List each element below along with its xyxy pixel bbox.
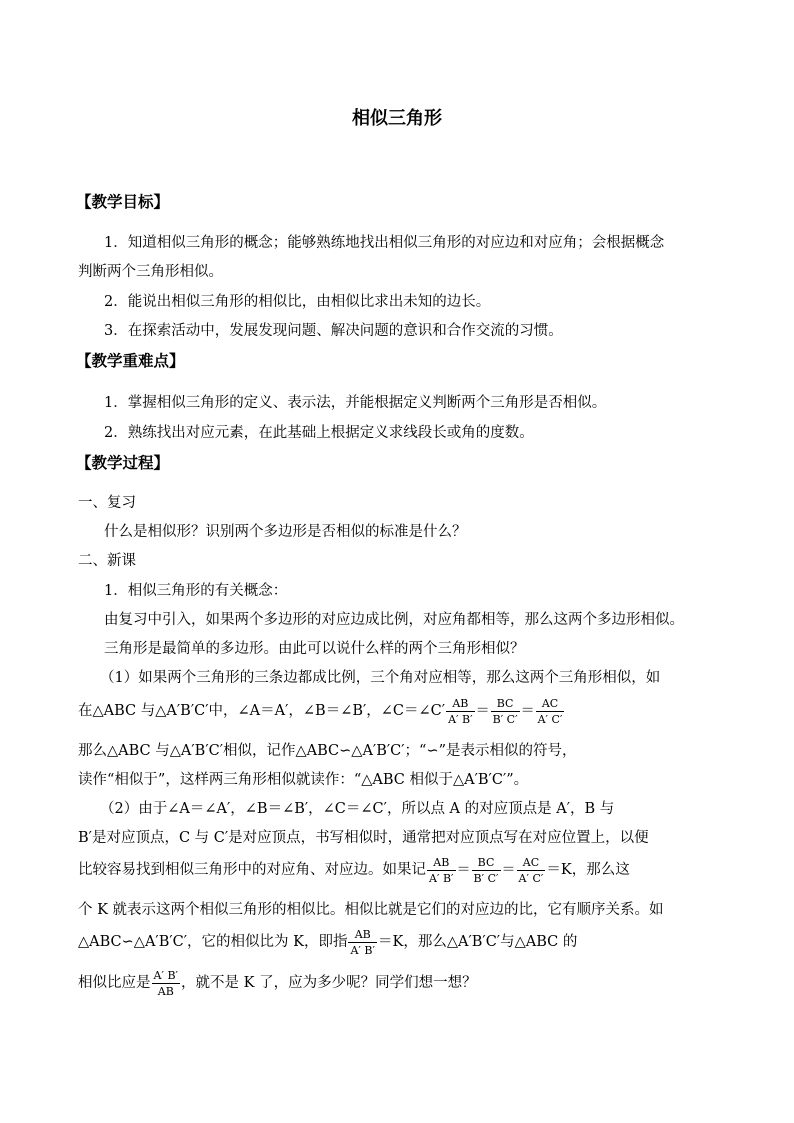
key-point-2: 2．熟练找出对应元素，在此基础上根据定义求线段长或角的度数。 [104, 425, 534, 441]
key-point-1: 1．掌握相似三角形的定义、表示法，并能根据定义判断两个三角形是否相似。 [104, 395, 607, 411]
correspondence-line-6 [78, 964, 728, 1002]
similarity-ratio-text-after: ＝K，那么△A′B′C′与△ABC 的 [378, 934, 578, 950]
lesson-point-1: 1．相似三角形的有关概念： [104, 583, 288, 599]
section-heading-key-points: 【教学重难点】 [76, 352, 185, 370]
page-title: 相似三角形 [352, 108, 442, 129]
ratio-ab: $\frac{AB}{A' B'}$ [448, 696, 473, 726]
definition-line-4: 读作“相似于”，这样两三角形相似就读作：“△ABC 相似于△A′B′C′”。 [78, 772, 529, 788]
ratio-ac-2: $\frac{AC}{A' C'}$ [518, 855, 544, 885]
objective-2: 2．能说出相似三角形的相似比，由相似比求出未知的边长。 [104, 294, 491, 310]
inverse-ratio-text: 相似比应是 [78, 975, 151, 991]
text-before-ratio: 比较容易找到相似三角形中的对应角、对应边。如果记 [78, 862, 426, 878]
objective-3: 3．在探索活动中，发展发现问题、解决问题的意识和合作交流的习惯。 [104, 323, 563, 339]
correspondence-line-4: 个 K 就表示这两个相似三角形的相似比。相似比就是它们的对应边的比，它有顺序关系。如 [78, 902, 664, 918]
lesson-paragraph-2: 三角形是最简单的多边形。由此可以说什么样的两个三角形相似？ [104, 641, 525, 657]
correspondence-line-5 [78, 923, 728, 961]
ratio-bc-2: $\frac{BC}{B' C'}$ [473, 855, 499, 885]
definition-line-3: 那么△ABC 与△A′B′C′相似，记作△ABC∽△A′B′C′；“∽”是表示相似的符号， [78, 743, 577, 759]
ratio-ab-2: $\frac{AB}{A' B'}$ [429, 855, 454, 885]
ratio-inverse: $\frac{A' B'}{AB}$ [153, 968, 179, 998]
definition-text: 在△ABC 与△A′B′C′中，∠A＝A′，∠B＝∠B′，∠C＝∠C′ [78, 703, 446, 719]
definition-line-2: 在△ABC 与△A′B′C′中，∠A＝A′，∠B＝∠B′，∠C＝∠C′ $\frac{AB}{A' B'}$ ＝ $\frac{BC}{B' C'}$ ＝ $\frac{AC}{A' C'}$ [78, 696, 563, 726]
inverse-ratio-text-after: ，就不是 K 了，应为多少呢？同学们想一想？ [181, 975, 477, 991]
ratio-ac: $\frac{AC}{A' C'}$ [537, 696, 563, 726]
similarity-ratio-text: △ABC∽△A′B′C′，它的相似比为 K，即指 [78, 934, 348, 950]
subsection-new-lesson: 二、新课 [78, 553, 136, 569]
subsection-review: 一、复习 [78, 495, 136, 511]
lesson-paragraph-1: 由复习中引入，如果两个多边形的对应边成比例，对应角都相等，那么这两个多边形相似。 [104, 612, 684, 628]
section-heading-process: 【教学过程】 [76, 454, 170, 472]
correspondence-line-2: B′是对应顶点，C 与 C′是对应顶点，书写相似时，通常把对应顶点写在对应位置上，以便 [78, 830, 649, 846]
definition-line-1: （1）如果两个三角形的三条边都成比例，三个角对应相等，那么这两个三角形相似，如 [100, 670, 661, 686]
review-question: 什么是相似形？识别两个多边形是否相似的标准是什么？ [104, 524, 467, 540]
ratio-bc: $\frac{BC}{B' C'}$ [492, 696, 518, 726]
section-heading-objectives: 【教学目标】 [76, 193, 170, 211]
ratio-ab-3: $\frac{AB}{A' B'}$ [350, 927, 376, 957]
text-after-ratio: ＝K，那么这 [546, 862, 630, 878]
correspondence-line-3: 比较容易找到相似三角形中的对应角、对应边。如果记 $\frac{AB}{A' B'}$ ＝ $\frac{BC}{B' C'}$ ＝ $\frac{AC}{A' C'}$ ＝K，那么这 [78, 855, 630, 885]
objective-1-line-1: 1．知道相似三角形的概念；能够熟练地找出相似三角形的对应边和对应角；会根据概念 [104, 235, 665, 251]
objective-1-line-2: 判断两个三角形相似。 [78, 264, 223, 280]
correspondence-line-1: （2）由于∠A＝∠A′，∠B＝∠B′，∠C＝∠C′，所以点 A 的对应顶点是 A′，B 与 [100, 801, 615, 817]
